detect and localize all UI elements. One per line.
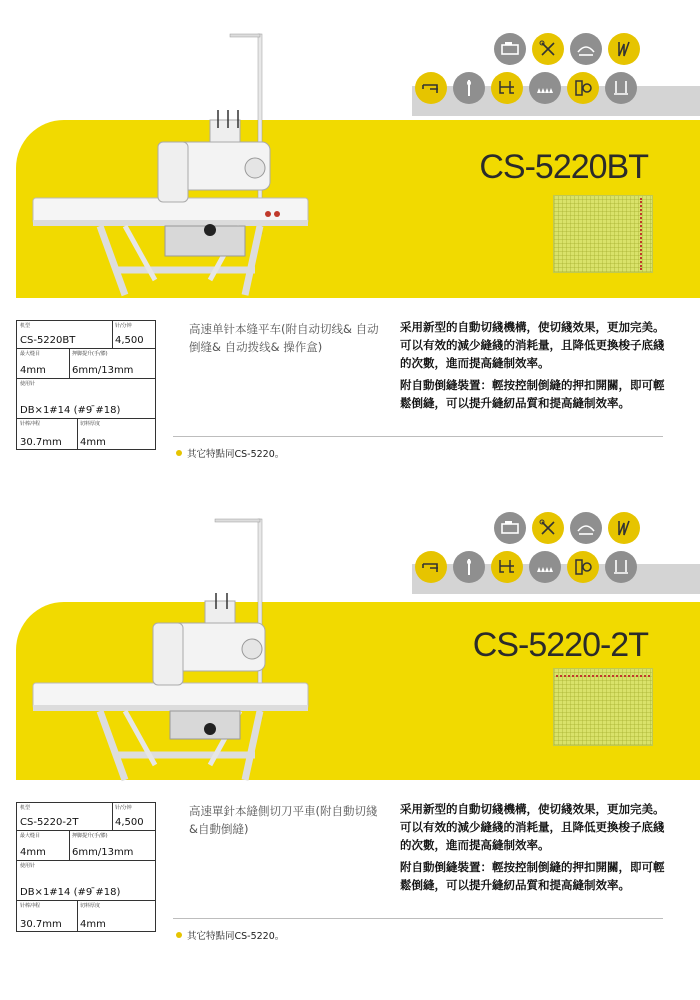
note [176,446,284,460]
fabric-sample-image [553,195,653,273]
lubrication-icon [567,72,599,104]
spec-speed-value: 4,500 [115,817,144,828]
spec-speed-value: 4,500 [115,335,144,346]
note-text: 其它特點同CS-5220。 [187,449,285,460]
feature-list [400,318,665,412]
spec-lift-label: 押脚提升(手/膝) [72,351,108,357]
bobbin-winder-icon [570,512,602,544]
feature-icons-bottom [415,72,637,104]
zigzag-stitch-icon [608,33,640,65]
zigzag-stitch-icon [608,512,640,544]
needle-icon [453,551,485,583]
spec-cut-label: 切料厚度 [80,421,101,427]
feature-text: 采用新型的自動切綫機構，使切綫效果，更加完美。可以有效的減少縫綫的消耗量，且降低更換梭子底綫的次數，進而提高縫制效率。 [400,320,665,370]
spec-needle-label: 使用针 [20,381,36,387]
spec-lift-value: 6mm/13mm [72,365,134,376]
lubrication-icon [567,551,599,583]
spec-needle-value: DB×1#14 (#9 ̄#18) [20,405,121,416]
feature-icons-bottom [415,551,637,583]
note [176,928,284,942]
spec-speed-label: 针/分钟 [115,805,132,811]
spec-max-stitch-value: 4mm [20,847,46,858]
model-title: CS-5220BT [479,148,648,186]
product-section-1 [0,0,700,490]
thread-cutter-icon [532,33,564,65]
spec-model-value: CS-5220-2T [20,817,79,828]
presser-foot-icon [491,551,523,583]
feature-icons-top [494,33,640,65]
spec-model-label: 机型 [20,323,31,329]
feature-text: 采用新型的自動切綫機構，使切綫效果，更加完美。可以有效的減少縫綫的消耗量，且降低更換梭子底綫的次數，進而提高縫制效率。 [400,802,665,852]
spec-stroke-label: 针棒冲程 [20,421,41,427]
reverse-stitch-icon [605,551,637,583]
feature-text: 附自動倒縫裝置：輕按控制倒縫的押扣開關，即可輕鬆倒縫，可以提升縫紉品質和提高縫制效率。 [400,378,665,410]
feed-dog-icon [529,72,561,104]
bullet-icon [176,450,182,456]
spec-cut-label: 切料厚度 [80,903,101,909]
model-title: CS-5220-2T [472,626,648,664]
spec-cut-value: 4mm [80,919,106,930]
spec-max-stitch-value: 4mm [20,365,46,376]
sewing-machine-image [30,30,330,300]
spec-cut-value: 4mm [80,437,106,448]
machine-head-icon [415,72,447,104]
feature-icons-top [494,512,640,544]
thread-cutter-icon [532,512,564,544]
bobbin-winder-icon [570,33,602,65]
spec-model-label: 机型 [20,805,31,811]
spec-max-stitch-label: 最大缝目 [20,351,41,357]
spec-stroke-value: 30.7mm [20,919,62,930]
spec-stroke-label: 针棒冲程 [20,903,41,909]
bullet-icon [176,932,182,938]
spec-lift-label: 押脚提升(手/膝) [72,833,108,839]
spec-needle-label: 使用针 [20,863,36,869]
product-description: 高速单针本缝平车(附自动切线& 自动倒缝& 自动拨线& 操作盒) [189,322,379,354]
feature-list [400,800,665,894]
spec-table [16,802,156,932]
needle-icon [453,72,485,104]
spec-model-value: CS-5220BT [20,335,76,346]
spec-lift-value: 6mm/13mm [72,847,134,858]
note-text: 其它特點同CS-5220。 [187,931,285,942]
spec-max-stitch-label: 最大缝目 [20,833,41,839]
spec-speed-label: 针/分钟 [115,323,132,329]
presser-foot-icon [491,72,523,104]
motor-icon [494,33,526,65]
spec-stroke-value: 30.7mm [20,437,62,448]
spec-needle-value: DB×1#14 (#9 ̄#18) [20,887,121,898]
divider [173,918,663,919]
feed-dog-icon [529,551,561,583]
machine-head-icon [415,551,447,583]
sewing-machine-image [30,515,330,785]
divider [173,436,663,437]
product-section-2 [0,490,700,980]
fabric-sample-image [553,668,653,746]
reverse-stitch-icon [605,72,637,104]
feature-text: 附自動倒縫裝置：輕按控制倒縫的押扣開關，即可輕鬆倒縫，可以提升縫紉品質和提高縫制效率。 [400,860,665,892]
product-description: 高速單針本縫側切刀平車(附自動切綫&自動倒縫) [189,804,378,836]
spec-table [16,320,156,450]
motor-icon [494,512,526,544]
